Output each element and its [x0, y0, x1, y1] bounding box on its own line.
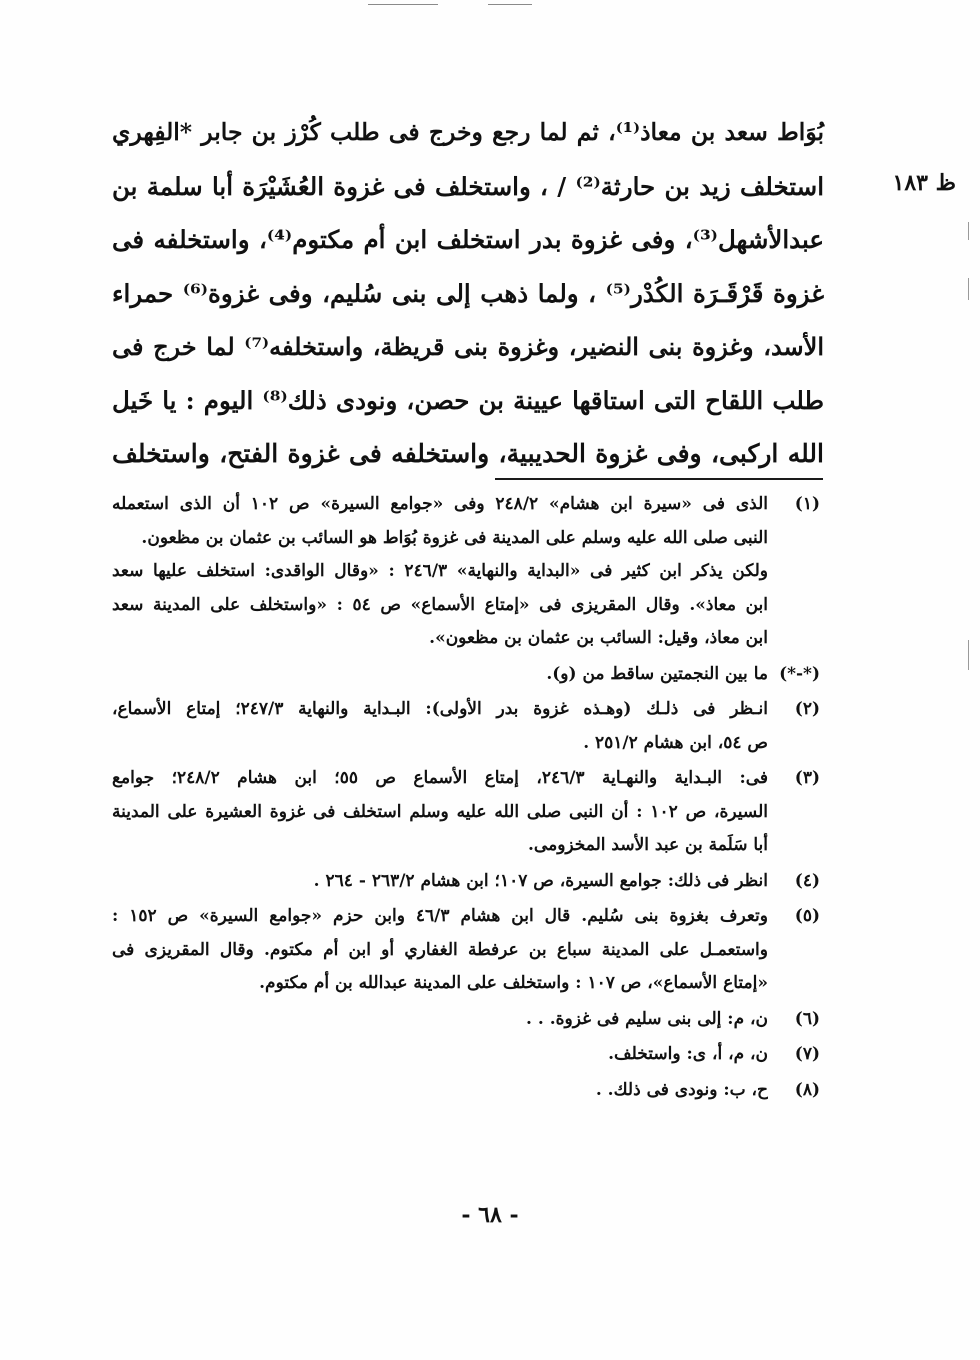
footnote-line: ن، م: إلى بنى سليم فى غزوة. . . [526, 1008, 768, 1029]
main-text-line: عبدالأشهل⁽³⁾، وفى غزوة بدر استخلف ابن أم مكتوم⁽⁴⁾، واستخلفه فى [112, 225, 824, 254]
footnote [112, 693, 824, 760]
footnote-line: ابن معاذ». وقال المقريزى فى «إمتاع الأسماع» ص ٥٤ : «واستخلف على المدينة سعد [112, 594, 768, 615]
footnote-number: (٨) [794, 1079, 820, 1100]
footnote-line: «إمتاع الأسماع»، ص ١٠٧ : واستخلف على المدينة عبدالله بن أم مكتوم. [259, 973, 768, 993]
footnote-number: (١) [794, 494, 820, 514]
footnote-body [112, 762, 768, 863]
footnote [112, 1074, 824, 1108]
footnote-line: فى: البـداية والنهـاية ٢٤٦/٣، إمتاع الأسماع ص ٥٥؛ ابن هشام ٢٤٨/٢؛ جوامع [112, 768, 768, 788]
top-edge-marks [360, 2, 560, 8]
main-text-block [112, 106, 824, 481]
footnote-line: النبى صلى الله عليه وسلم على المدينة فى غزوة بُوَاط هو السائب بن عثمان بن مظعون. [141, 527, 768, 548]
right-edge-mark [968, 640, 969, 670]
footnote-number: (٤) [794, 870, 820, 891]
main-text-line: بُوَاط سعد بن معاذ⁽¹⁾، ثم لما رجع وخرج فى طلب كُرْز بن جابر *الفِهري [112, 118, 825, 146]
footnote-number: (٦) [794, 1008, 820, 1029]
footnote-line: ح، ب: ونودى فى ذلك. . [595, 1079, 768, 1100]
footnote-line: ما بين النجمتين ساقط من (و). [546, 663, 768, 684]
margin-folio-note: ظ ١٨٣ [892, 170, 956, 196]
footnote-line: انظر فى ذلك: جوامع السيرة، ص ١٠٧؛ ابن هشام ٢٦٣/٢ - ٢٦٤ . [313, 870, 768, 891]
footnote-body [112, 693, 768, 760]
footnote-line: الذى فى «سيرة ابن هشام» ٢٤٨/٢ وفى «جوامع السيرة» ص ١٠٢ أن الذى استعمله [112, 494, 768, 514]
footnote [112, 1038, 824, 1072]
footnote [112, 658, 824, 692]
footnote-number: (٥) [794, 906, 820, 926]
footnote-body [112, 865, 768, 899]
main-text-line: الأسد، وغزوة بنى النضير، وغزوة بنى قريظة، واستخلفه⁽⁷⁾ لما خرج فى [112, 332, 825, 361]
footnote-line: ن، م، أ، ى: واستخلف. [608, 1044, 768, 1064]
footnote-number: (*-*) [779, 663, 820, 684]
main-text-line: طلب اللقاح التى استاقها عيينة بن حصن، ونودى ذلك⁽⁸⁾ اليوم : يا خَيل [112, 385, 824, 415]
footnote-line: واستعمـل على المدينة سباع بن عرفطة الغفاري أو ابن أم مكتوم. وقال المقريزى فى [112, 939, 768, 960]
footnote-body [112, 1038, 768, 1072]
footnote-number: (٣) [794, 768, 820, 788]
footnote [112, 900, 824, 1001]
footnote-body [112, 658, 768, 692]
main-text-line: استخلف زيد بن حارثة⁽²⁾ / ، واستخلف فى غزوة العُشَيْرَة أبا سلمة بن [112, 171, 824, 201]
footnote-body [112, 1074, 768, 1108]
footnote-body [112, 1003, 768, 1037]
footnote-number: (٢) [794, 699, 820, 719]
footnote-line: أبا سَلَمة بن عبد الأسد المخزومى. [528, 835, 768, 855]
footnote-line: وتعرف بغزوة بنى سُليم. قال ابن هشام ٤٦/٣ وابن حزم «جوامع السيرة» ص ١٥٢ : [112, 906, 768, 926]
footnote-number: (٧) [794, 1044, 820, 1064]
footnote-body [112, 488, 768, 656]
footnote-line: انـظر فى ذلـك (وهـذه غزوة بدر الأولى): البـداية والنهاية ٢٤٧/٣؛ إمتاع الأسماع، [112, 699, 768, 719]
footnote [112, 762, 824, 863]
right-edge-mark [968, 222, 969, 240]
footnote [112, 865, 824, 899]
footnote-line: ابن معاذ، وقيل: السائب بن عثمان بن مظعون». [429, 628, 768, 648]
right-edge-mark [968, 278, 969, 300]
footnote [112, 1003, 824, 1037]
main-text-line: الله اركبى، وفى غزوة الحديبية، واستخلفه فى غزوة الفتح، واستخلف [112, 439, 824, 468]
footnote-body [112, 900, 768, 1001]
footnotes-block [112, 488, 824, 1109]
footnote-separator [495, 478, 823, 480]
page-number: - ٦٨ - [461, 1202, 519, 1228]
footnote [112, 488, 824, 656]
footnote-line: السيرة، ص ١٠٢ : أن النبى صلى الله عليه وسلم استخلف فى غزوة العشيرة على المدينة [112, 801, 768, 822]
footnote-line: ولكن يذكر ابن كثير فى «البداية والنهاية» ٢٤٦/٣ : «وقال الواقدى: استخلف عليها سعد [112, 561, 768, 581]
footnote-line: ص ٥٤، ابن هشام ٢٥١/٢ . [583, 732, 768, 753]
main-text-line: غزوة قَرْقَـرَة الكُدْر⁽⁵⁾ ، ولما ذهب إلى بنى سُليم، وفى غزوة⁽⁶⁾ حمراء [112, 278, 824, 308]
